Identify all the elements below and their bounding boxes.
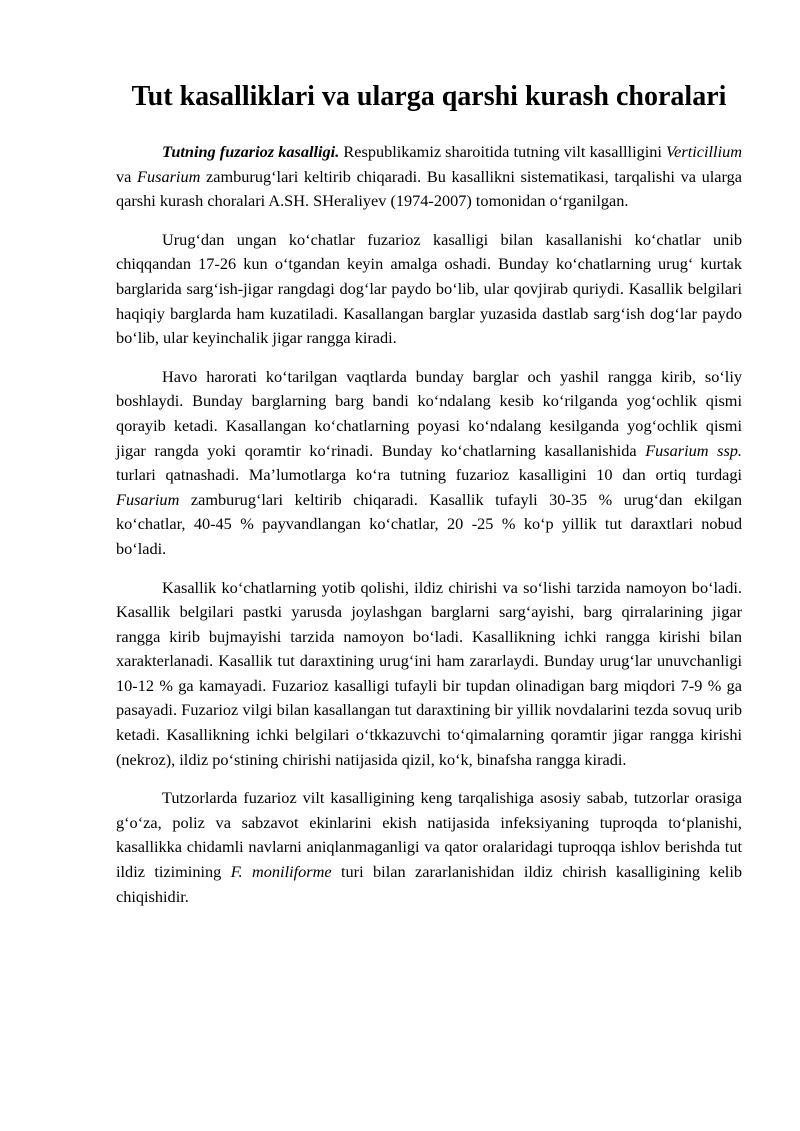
species-f-moniliforme: F. moniliforme (230, 862, 332, 882)
paragraph-3-text-b: turlari qatnashadi. Ma’lumotlarga ko‘ra tutning fuzarioz kasalligini 10 dan ortiq turdagi (116, 465, 742, 485)
document-page (116, 78, 742, 923)
page-title: Tut kasalliklari va ularga qarshi kurash choralari (131, 81, 727, 112)
species-fusarium: Fusarium (137, 166, 201, 186)
paragraph-4: Kasallik ko‘chatlarning yotib qolishi, ildiz chirishi va so‘lishi tarzida namoyon bo‘ladi. Kasallik belgilari pastki yarusda joylashgan barglarni sarg‘ayishi, barg qirralarining jigar rangga kirib bujmayishi tarzida namoyon bo‘ladi. Kasallikning ichki rangga kirishi bilan xarakterlanadi. Kasallik tut daraxtining urug‘ini ham zararlaydi. Bunday urug‘lar unuvchanligi 10-12 % ga kamayadi. Fuzarioz kasalligi tufayli bir tupdan olinadigan barg miqdori 7-9 % ga pasayadi. Fuzarioz vilgi bilan kasallangan tut daraxtining bir yillik novdalarini tezda sovuq urib ketadi. Kasallikning ichki belgilari o‘tkkazuvchi to‘qimalarning qoramtir jigar rangga kirishi (nekroz), ildiz po‘stining chirishi natijasida qizil, ko‘k, binafsha rangga kiradi. (116, 577, 742, 769)
paragraph-5-text-b: turi bilan zararlanishidan ildiz chirish kasalligining kelib chiqishidir. (116, 862, 742, 906)
paragraph-5 (116, 786, 742, 909)
section-heading: Tutning fuzarioz kasalligi. (162, 142, 340, 161)
paragraph-1-text-a: Respublikamiz sharoitida tutning vilt kasallligini (339, 142, 667, 161)
paragraph-1-text-c: zamburug‘lari keltirib chiqaradi. Bu kasallikni sistematikasi, tarqalishi va ularga qarshi kurash choralari A.SH. SHeraliyev (1974-2007) tomonidan o‘rganilgan. (116, 166, 742, 211)
species-fusarium-2: Fusarium (116, 489, 180, 509)
paragraph-5-text-a: Tutzorlarda fuzarioz vilt kasalligining keng tarqalishiga asosiy sabab, tutzorlar orasiga g‘o‘za, poliz va sabzavot ekinlarini ekish natijasida infeksiyaning tuproqda to‘planishi, kasallikka chidamli navlarni aniqlanmaganligi va qator oralaridagi tuproqqa ishlov berishda tut ildiz tizimining (116, 788, 742, 882)
species-fusarium-ssp: Fusarium ssp. (645, 440, 742, 460)
paragraph-1-text-b: va (116, 166, 138, 186)
species-verticillium: Verticillium (666, 142, 742, 161)
paragraph-3 (116, 365, 742, 562)
paragraph-1 (116, 140, 742, 214)
paragraph-2: Urug‘dan ungan ko‘chatlar fuzarioz kasalligi bilan kasallanishi ko‘chatlar unib chiqqandan 17-26 kun o‘tgandan keyin amalga oshadi. Bunday ko‘chatlarning urug‘ kurtak barglarida sarg‘ish-jigar rangdagi dog‘lar paydo bo‘lib, ular qovjirab quriydi. Kasallik belgilari haqiqiy barglarda ham kuzatiladi. Kasallangan barglar yuzasida dastlab sarg‘ish dog‘lar paydo bo‘lib, ular keyinchalik jigar rangga kiradi. (116, 229, 742, 348)
paragraph-3-text-c: zamburug‘lari keltirib chiqaradi. Kasallik tufayli 30-35 % urug‘dan ekilgan ko‘chatlar, 40-45 % payvandlangan ko‘chatlar, 20 -25 % ko‘p yillik tut daraxtlari nobud bo‘ladi. (116, 489, 742, 558)
paragraph-3-text-a: Havo harorati ko‘tarilgan vaqtlarda bunday barglar och yashil rangga kirib, so‘liy boshlaydi. Bunday barglarning barg bandi ko‘ndalang kesib ko‘rilganda yog‘ochlik qismi qorayib ketadi. Kasallangan ko‘chatlarning poyasi ko‘ndalang kesilganda yog‘ochlik qismi jigar rangda yoki qoramtir ko‘rinadi. Bunday ko‘chatlarning kasallanishida (116, 366, 742, 460)
